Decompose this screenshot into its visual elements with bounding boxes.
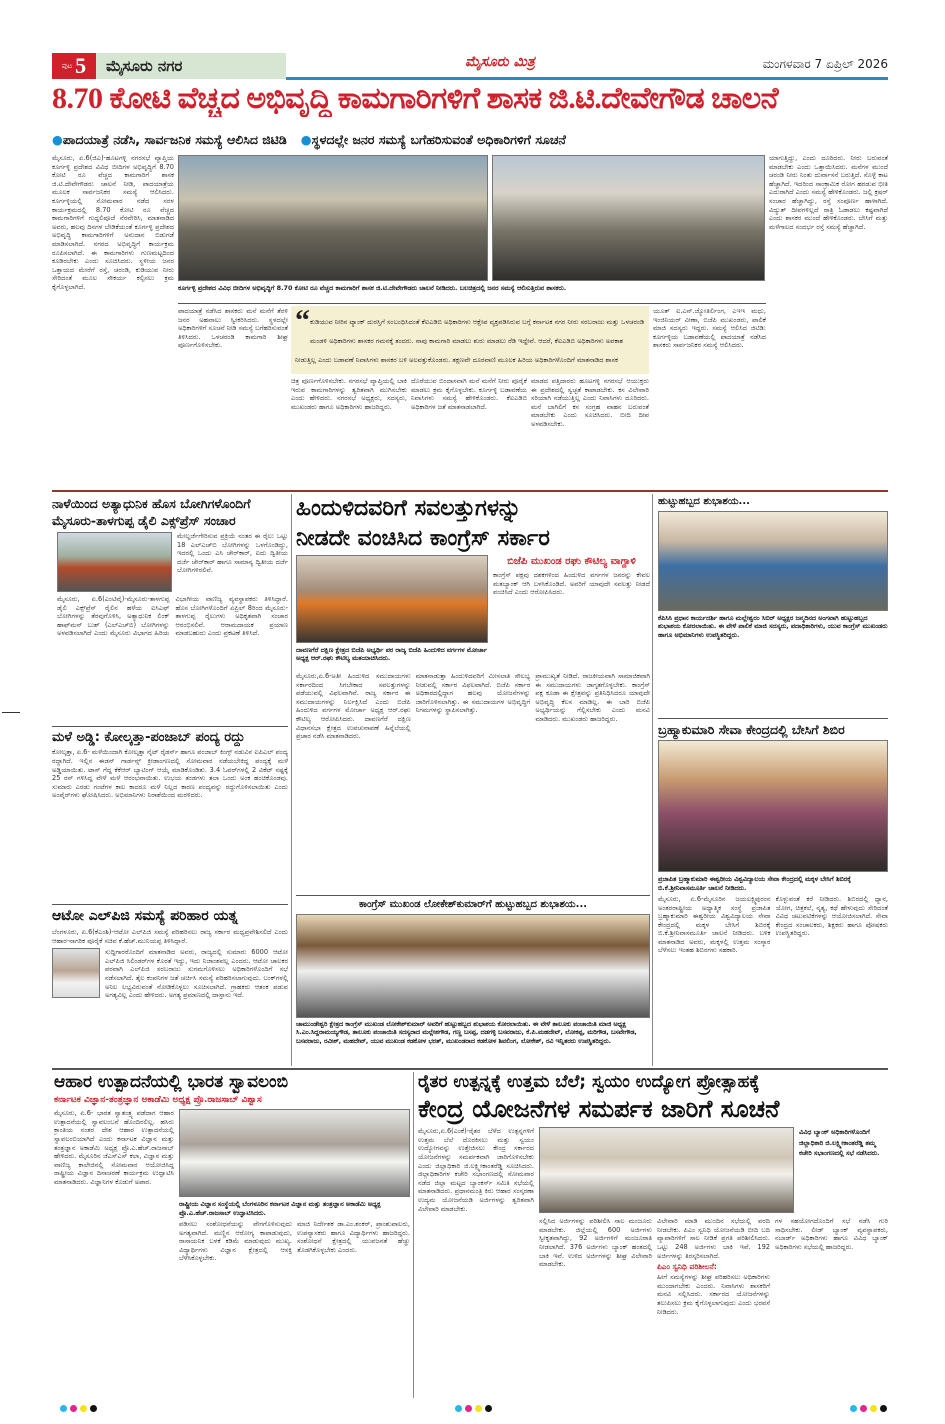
lpg-row: [52, 948, 288, 1066]
page-number-badge: [52, 53, 96, 79]
lead-photo-padayatra: [492, 155, 765, 281]
bjp-headline-line2: ನೀಡದೇ ವಂಚಿಸಿದ ಕಾಂಗ್ರೆಸ್ ಸರ್ಕಾರ: [296, 526, 550, 551]
farmers-headline-line1: ರೈತರ ಉತ್ಪನ್ನಕ್ಕೆ ಉತ್ತಮ ಬೆಲೆ; ಸ್ವಯಂ ಉದ್ಯೋಗ ಪ್ರೋತ್ಸಾಹಕ್ಕೆ: [418, 1072, 760, 1092]
lead-photo-foundation: [178, 155, 488, 281]
rail-photo-train: [57, 532, 172, 592]
food-headline: ಆಹಾರ ಉತ್ಪಾದನೆಯಲ್ಲಿ ಭಾರತ ಸ್ವಾವಲಂಬಿ: [54, 1072, 289, 1092]
lead-body-col3: ಚಿತ್ರ ಪೂರ್ಣಗೊಳಿಸಬೇಕು. ನಗರಸಭೆ ವ್ಯಾಪ್ತಿಯಲ್ಲಿ ಬಾಕಿ ಇರುವ ಕಾಮಗಾರಿಗಳನ್ನು ತ್ವರಿತವಾಗಿ ಮುಗಿಸಬೇಕು ಎಂದು ಹೇಳಿದರು. ನಗರಸಭೆ ಅಧ್ಯಕ್ಷರು, ಸದಸ್ಯರು, ಮುಖಂಡರು ಹಾಗೂ ಅಧಿಕಾರಿಗಳು ಹಾಜರಿದ್ದರು.: [291, 377, 407, 411]
section-divider: [52, 1068, 888, 1070]
lead-body-col5: ಮಾಡದ ಪತ್ತಿದಾರರು ಹೂಟಗಳ್ಳಿ ನಗರಸಭೆ ಆಯುಕ್ತರು ಈ ಪ್ರದೇಶದಲ್ಲಿ ಸ್ವಚ್ಛತೆ ಕಾಪಾಡಬೇಕು. ಕಸ ವಿಲೇವಾರಿ ಸರಿಯಾಗಿ ನಡೆಯುತ್ತಿಲ್ಲ ಎಂದು ನಿವಾಸಿಗಳು ದೂರಿದರು. ಮನೆ ಬಾಗಿಲಿಗೆ ಕಸ ಸಂಗ್ರಹ ವಾಹನ ಬರುವಂತೆ ಮಾಡಬೇಕು ಎಂದು ಸೂಚಿಸಿದರು. ಬೀದಿ ದೀಪ ಅಳವಡಿಸಬೇಕು.: [531, 377, 649, 428]
lead-body-col6: ಯೂತ್ ಐ.ಎನ್.ಜ್ಯೋತಿರ್ಲಿಂಗ, ಎಇಇ ಮಧು, ಇಂಜಿನಿಯರ್ ವೀಣಾ, ಬಿಜೆಪಿ ಮುಖಂಡರು, ಪಾಲಿಕೆ ಮಾಜಿ ಸದಸ್ಯರು ಇದ್ದರು. ಸಮಸ್ಯೆ ಆಲಿಸಿದ ಜಿಟಿಡಿ: ಕೂರ್ಗಳ್ಳಿಯ ಬಡಾವಣೆಯಲ್ಲಿ ಪಾದಯಾತ್ರೆ ನಡೆಸಿದ ಶಾಸಕರು ಸಾರ್ವಜನಿಕರ ಸಮಸ್ಯೆ ಆಲಿಸಿದರು.: [653, 307, 766, 350]
column-divider: [652, 494, 653, 1066]
bjp-body-1: ಮೈಸೂರು,ಏ.6-ಅತೀ ಹಿಂದುಳಿದ ಸಮುದಾಯಗಳು ಸರ್ಕಾರದಿಂದ ಸಿಗಬೇಕಾದ ಸವಲತ್ತುಗಳನ್ನು ಪಡೆಯುವಲ್ಲಿ ವಿಫಲವಾಗಿವೆ. ರಾಜ್ಯ ಸರ್ಕಾರ ಈ ಸಮುದಾಯಗಳನ್ನು ನಿರ್ಲಕ್ಷಿಸಿದೆ ಎಂದು ಬಿಜೆಪಿ ಹಿಂದುಳಿದ ವರ್ಗಗಳ ಮೋರ್ಚಾ ಅಧ್ಯಕ್ಷ ಆರ್.ರಘು ಕೌಟಿಲ್ಯ ಆರೋಪಿಸಿದರು. ದಾವಣಗೆರೆ ದಕ್ಷಿಣ ವಿಧಾನಸಭಾ ಕ್ಷೇತ್ರದ ಉಪಚುನಾವಣೆ ಹಿನ್ನೆಲೆಯಲ್ಲಿ ಪ್ರಚಾರ ನಡೆಸಿ ಮಾತನಾಡಿದರು.: [296, 672, 411, 741]
rain-headline: ಮಳೆ ಅಡ್ಡಿ: ಕೋಲ್ಕತ್ತಾ-ಪಂಜಾಬ್ ಪಂದ್ಯ ರದ್ದು: [52, 729, 245, 745]
bjp-photo-row: [296, 555, 650, 669]
rain-body: ಕೋಲ್ಕತ್ತಾ, ಏ.6- ಮಳೆಯಿಂದಾಗಿ ಕೋಲ್ಕತ್ತಾ ನೈಟ್ ರೈಡರ್ಸ್ ಹಾಗೂ ಪಂಜಾಬ್ ಕಿಂಗ್ಸ್ ನಡುವಿನ ಐಪಿಎಲ್ ಪಂದ್ಯ ರದ್ದಾಗಿದೆ. ಇಲ್ಲಿನ ಈಡನ್ ಗಾರ್ಡನ್ಸ್ ಕ್ರೀಡಾಂಗಣದಲ್ಲಿ ಸೋಮವಾರ ನಡೆಯಬೇಕಿದ್ದ ಪಂದ್ಯಕ್ಕೆ ಮಳೆ ಅಡ್ಡಿಯಾಯಿತು. ಟಾಸ್ ಗೆದ್ದ ಕೆಕೆಆರ್ ಬ್ಯಾಟಿಂಗ್ ಆಯ್ಕೆ ಮಾಡಿಕೊಂಡಿತು. 3.4 ಓವರ್‌ಗಳಲ್ಲಿ 2 ವಿಕೆಟ್ ನಷ್ಟಕ್ಕೆ 25 ರನ್ ಗಳಿಸಿದ್ದ ವೇಳೆ ಮಳೆ ಆರಂಭವಾಯಿತು. ಉಭಯ ತಂಡಗಳು ತಲಾ ಒಂದು ಅಂಕ ಹಂಚಿಕೊಂಡವು. ಸುಮಾರು ಎರಡು ಗಂಟೆಗಳ ಕಾಲ ಕಾದರೂ ಮಳೆ ನಿಲ್ಲದ ಕಾರಣ ಪಂದ್ಯವನ್ನು ರದ್ದುಗೊಳಿಸಲಾಯಿತು ಎಂದು ಅಂಪೈರ್‌ಗಳು ಘೋಷಿಸಿದರು. ಅಭಿಮಾನಿಗಳು ನಿರಾಶೆಯಿಂದ ಮರಳಿದರು.: [52, 748, 288, 800]
lead-photo-caption: ಕೂರ್ಗಳ್ಳಿ ಪ್ರದೇಶದ ವಿವಿಧ ಬೀದಿಗಳ ಅಭಿವೃದ್ಧಿಗೆ 8.70 ಕೋಟಿ ರೂ ವೆಚ್ಚದ ಕಾಮಗಾರಿಗೆ ಶಾಸಕ ಜಿ.ಟಿ.ದೇವೇಗೌಡರು ಚಾಲನೆ ನೀಡಿದರು. ಬಲಚಿತ್ರದಲ್ಲಿ ಜನರ ಸಮಸ್ಯೆ ಆಲಿಸುತ್ತಿರುವ ಶಾಸಕರು.: [178, 284, 567, 292]
rail-headline: ನಾಳೆಯಿಂದ ಅತ್ಯಾಧುನಿಕ ಹೊಸ ಬೋಗಿಗಳೊಂದಿಗೆ ಮೈಸೂರು-ತಾಳಗುಪ್ಪ ಡೈಲಿ ಎಕ್ಸ್‌ಪ್ರೆಸ್ ಸಂಚಾರ: [52, 496, 251, 528]
lead-subhead-2: ●ಸ್ಥಳದಲ್ಲೇ ಜನರ ಸಮಸ್ಯೆ ಬಗೆಹರಿಸುವಂತೆ ಅಧಿಕಾರಿಗಳಿಗೆ ಸೂಚನೆ: [300, 131, 566, 147]
lead-body-col-right: ಯಾಗುತ್ತಿದ್ದು, ಎಂದು ದೂರಿದರು. ನೀರು ಬರುವಂತೆ ಮಾಡಬೇಕು ಎಂದು ಒತ್ತಾಯಿಸಿದರು. ಮನೆಗಳ ಮುಂದೆ ಚರಂಡಿ ನೀರು ನಿಂತು ದುರ್ವಾಸನೆ ಬರುತ್ತಿದೆ. ಸೊಳ್ಳೆ ಕಾಟ ಹೆಚ್ಚಾಗಿದೆ. ಇದರಿಂದ ಸಾಂಕ್ರಾಮಿಕ ರೋಗ ಹರಡುವ ಭೀತಿ ಎದುರಾಗಿದೆ ಎಂದು ಸಮಸ್ಯೆ ಹೇಳಿಕೊಂಡರು. ಜಲ್ಲಿ ಕ್ರಷರ್ ಸಂಚಾರ ಹೆಚ್ಚಾಗಿದ್ದು, ರಸ್ತೆ ಸಂಪೂರ್ಣ ಹಾಳಾಗಿದೆ. ವಿದ್ಯುತ್ ದೀಪಗಳಿಲ್ಲದೆ ರಾತ್ರಿ ಓಡಾಡಲು ಕಷ್ಟವಾಗಿದೆ ಎಂದು ಶಾಸಕರ ಮುಂದೆ ಹೇಳಿಕೊಂಡರು. ಬೇಸಿಗೆ ಮತ್ತು ಮಳೆಗಾಲದ ಸಂದರ್ಭ ರಸ್ತೆ ಸಮಸ್ಯೆ ಹೆಚ್ಚಾಗಿದೆ.: [769, 154, 888, 231]
yellow-dot: [870, 1405, 877, 1412]
lead-subhead-1: ●ಪಾದಯಾತ್ರೆ ನಡೆಸಿ, ಸಾರ್ವಜನಿಕ ಸಮಸ್ಯೆ ಆಲಿಸಿದ ಜಿಟಿಡಿ: [52, 131, 287, 147]
column-divider: [291, 494, 292, 1066]
bjp-body-row: [296, 672, 650, 892]
food-text-row: [179, 1220, 410, 1398]
lpg-photo-minister: [52, 948, 100, 998]
farmers-body-4: ಗಳ ಸಹಯೋಗದೊಂದಿಗೆ ಸಭೆ ನಡೆಸಿ ಗುರಿ ಸಾಧಿಸಬೇಕು. ಲೀಡ್ ಬ್ಯಾಂಕ್ ವ್ಯವಸ್ಥಾಪಕರು, ನಬಾರ್ಡ್ ಅಧಿಕಾರಿಗಳು ಹಾಗೂ ವಿವಿಧ ಬ್ಯಾಂಕ್ ಅಧಿಕಾರಿಗಳು ಸಭೆಯಲ್ಲಿ ಹಾಜರಿದ್ದರು.: [775, 1217, 888, 1251]
brahma-body-2: ಕೊಳ್ಳುವಂತೆ ಕರೆ ನೀಡಿದರು. ಶಿಬಿರದಲ್ಲಿ ಧ್ಯಾನ, ಯೋಗ, ಚಿತ್ರಕಲೆ, ನೃತ್ಯ, ಕಥೆ ಹೇಳುವುದು ಸೇರಿದಂತೆ ವಿವಿಧ ಚಟುವಟಿಕೆಗಳನ್ನು ಆಯೋಜಿಸಲಾಗಿದೆ. ಸೇವಾ ಕೇಂದ್ರದ ಸಂಚಾಲಕರು, ಶಿಕ್ಷಕರು ಹಾಗೂ ಪೋಷಕರು ಉಪಸ್ಥಿತರಿದ್ದರು.: [775, 894, 888, 938]
food-photo: [179, 1109, 410, 1197]
section-divider: [52, 490, 888, 492]
cyan-dot: [455, 1405, 462, 1412]
bullet-icon: ●: [52, 131, 63, 147]
black-dot: [880, 1405, 887, 1412]
quote-mark-icon: “: [295, 306, 310, 337]
birthday-caption: ಕೆಪಿಸಿಸಿ ಪ್ರಧಾನ ಕಾರ್ಯದರ್ಶಿ ಹಾಗೂ ಮಲ್ಲೇಶ್ವರಂ ಸಿಬಿರ್ ಅಧ್ಯಕ್ಷರ ಜನ್ಮದಿನದ ಅಂಗವಾಗಿ ಹುಟ್ಟುಹಬ್ಬದ ಶುಭಾಶಯ ಕೋರಲಾಯಿತು. ಈ ವೇಳೆ ಪಾಲಿಕೆ ಮಾಜಿ ಸದಸ್ಯರು, ಪದಾಧಿಕಾರಿಗಳು, ಯುವ ಕಾಂಗ್ರೆಸ್ ಮುಖಂಡರು ಹಾಗೂ ಅಭಿಮಾನಿಗಳು ಉಪಸ್ಥಿತರಿದ್ದರು.: [658, 614, 888, 639]
farmers-photo-row: [539, 1127, 888, 1213]
food-caption: ರಾಷ್ಟ್ರೀಯ ವಿಜ್ಞಾನ ಸಂಸ್ಥೆಯಲ್ಲಿ ಬೆಂಗಳೂರಿನ ಕರ್ನಾಟಕ ವಿಜ್ಞಾನ ಮತ್ತು ತಂತ್ರಜ್ಞಾನ ಅಕಾಡೆಮಿ ಅಧ್ಯಕ್ಷ ಪ್ರೊ.ಎ.ಹೆಚ್.ರಾಜಸಾಬ್ ಉದ್ಘಾಟಿಸಿದರು.: [179, 1200, 381, 1217]
left-column: [52, 495, 288, 1066]
brahma-photo: [658, 740, 888, 872]
bullet-icon: ●: [300, 131, 312, 147]
header-rule: [286, 77, 888, 80]
brahma-headline: ಬ್ರಹ್ಮಾಕುಮಾರಿ ಸೇವಾ ಕೇಂದ್ರದಲ್ಲಿ ಬೇಸಿಗೆ ಶಿಬಿರ: [658, 722, 845, 738]
farmers-text-row: [539, 1217, 888, 1398]
brahma-body-1: ಮೈಸೂರು, ಏ.6-ಮೈಸೂರಿನ ಜಯಲಕ್ಷ್ಮಿಪುರಂನ ಅಂತರರಾಷ್ಟ್ರೀಯ ಅಧ್ಯಾತ್ಮಿಕ ಸಂಸ್ಥೆ ಪ್ರಜಾಪಿತ ಬ್ರಹ್ಮಾಕುಮಾರಿ ಈಶ್ವರೀಯ ವಿಶ್ವವಿದ್ಯಾಲಯ ಸೇವಾ ಕೇಂದ್ರದಲ್ಲಿ ಮಕ್ಕಳ ಬೇಸಿಗೆ ಶಿಬಿರಕ್ಕೆ ಬಿ.ಕೆ.ಶ್ರೀನಿವಾಸಮೂರ್ತಿ ಚಾಲನೆ ನೀಡಿದರು. ಬಳಿಕ ಮಾತನಾಡಿದ ಅವರು, ಮಕ್ಕಳಲ್ಲಿ ಉತ್ತಮ ಸಂಸ್ಕಾರ ಬೆಳೆಸಲು ಇಂತಹ ಶಿಬಿರಗಳು ಸಹಕಾರಿ.: [658, 894, 771, 955]
bjp-side-text: ಕಾಂಗ್ರೆಸ್ ಪಕ್ಷವು ದಶಕಗಳಿಂದ ಹಿಂದುಳಿದ ವರ್ಗಗಳ ಜನರನ್ನು ಕೇವಲ ಮತಬ್ಯಾಂಕ್ ಆಗಿ ಬಳಸಿಕೊಂಡಿದೆ. ಅವರಿಗೆ ಯಾವುದೇ ಸವಲತ್ತು ನೀಡದೆ ವಂಚಿಸಿದೆ ಎಂದು ಆರೋಪಿಸಿದರು.: [493, 571, 650, 597]
bjp-photo: [296, 555, 488, 643]
lpg-body: ಸುದ್ದಿಗಾರರೊಂದಿಗೆ ಮಾತನಾಡಿದ ಅವರು, ರಾಜ್ಯದಲ್ಲಿ ಸುಮಾರು 6000 ಆಟೋ ಎಲ್‌ಪಿಜಿ ಸಿಲಿಂಡರ್‌ಗಳ ಕೊರತೆ ಇದ್ದು, ಇದು ನಿಜಾಂಶವಲ್ಲ ಎಂದರು. ಆಟೋ ಚಾಲಕರ ಪರವಾಗಿ ಎಲ್‌ಪಿಜಿ ಸರಬರಾಜು ಸುಗಮಗೊಳಿಸಲು ಅಧಿಕಾರಿಗಳೊಂದಿಗೆ ಸಭೆ ನಡೆಸಲಾಗಿದೆ. ತೈಲ ಕಂಪನಿಗಳ ಜತೆ ಚರ್ಚಿಸಿ ಸಮಸ್ಯೆ ಪರಿಹರಿಸಲಾಗುವುದು. ಬಂಕ್‌ಗಳಲ್ಲಿ ಅನಿಲ ಲಭ್ಯವಿರುವಂತೆ ನೋಡಿಕೊಳ್ಳಲು ಸೂಚಿಸಲಾಗಿದೆ. ಗ್ರಾಹಕರು ಆತಂಕ ಪಡುವ ಅಗತ್ಯವಿಲ್ಲ ಎಂದು ಹೇಳಿದರು. ಅಗತ್ಯ ಪ್ರಮಾಣದಲ್ಲಿ ದಾಸ್ತಾನು ಇದೆ.: [105, 948, 288, 1000]
birthday-photo: [658, 511, 888, 611]
yellow-dot: [475, 1405, 482, 1412]
bjp-photo-caption: ದಾವಣಗೆರೆ ದಕ್ಷಿಣ ಕ್ಷೇತ್ರದ ಬಿಜೆಪಿ ಅಭ್ಯರ್ಥಿ ಪರ ರಾಜ್ಯ ಬಿಜೆಪಿ ಹಿಂದುಳಿದ ವರ್ಗಗಳ ಮೋರ್ಚಾ ಅಧ್ಯಕ್ಷ ಆರ್.ರಘು ಕೌಟಿಲ್ಯ ಮತಯಾಚಿಸಿದರು.: [296, 646, 488, 663]
section-name: [96, 53, 286, 79]
rail-body-2: ಮೈಸೂರು, ಏ.6(ಎಂಟಿವೈ)-ಮೈಸೂರು-ತಾಳಗುಪ್ಪ ಡೈಲಿ ಎಕ್ಸ್‌ಪ್ರೆಸ್ ರೈಲಿನ ಹಳೆಯ ಐಸಿಎಫ್ ಬೋಗಿಗಳನ್ನು ತೆರವುಗೊಳಿಸಿ, ಅತ್ಯಾಧುನಿಕ ಲಿಂಕ್ ಹಾಫ್‌ಮನ್ ಬುಶ್ (ಎಲ್‌ಎಚ್‌ಬಿ) ಬೋಗಿಗಳನ್ನು ಅಳವಡಿಸಲಾಗಿದೆ ಎಂದು ಮೈಸೂರು ವಿಭಾಗದ ಹಿರಿಯ ವಿಭಾಗೀಯ ವಾಣಿಜ್ಯ ವ್ಯವಸ್ಥಾಪಕರು ತಿಳಿಸಿದ್ದಾರೆ. ಹೊಸ ಬೋಗಿಗಳೊಂದಿಗೆ ಏಪ್ರಿಲ್ 8ರಿಂದ ಮೈಸೂರು-ತಾಳಗುಪ್ಪ ರೈಲುಗಳು ಅಧಿಕೃತವಾಗಿ ಸಂಚಾರ ಆರಂಭಿಸಲಿವೆ. ಆರಾಮದಾಯಕ ಪ್ರಯಾಣ ಮಾಡಬಹುದು ಎಂದು ಪ್ರಕಟಣೆ ತಿಳಿಸಿದೆ.: [57, 595, 288, 638]
lead-body-col1: ಮೈಸೂರು, ಏ.6(ಜಿಎ)-ಹೂಟಗಳ್ಳಿ ನಗರಸಭೆ ವ್ಯಾಪ್ತಿಯ ಕೂರ್ಗಳ್ಳಿ ಪ್ರದೇಶದ ವಿವಿಧ ಬೀದಿಗಳ ಅಭಿವೃದ್ಧಿಗೆ 8.70 ಕೋಟಿ ರೂ ವೆಚ್ಚದ ಕಾಮಗಾರಿಗೆ ಶಾಸಕ ಜಿ.ಟಿ.ದೇವೇಗೌಡರು ಚಾಲನೆ ನೀಡಿ, ಪಾದಯಾತ್ರೆಯ ಮೂಲಕ ಸಾರ್ವಜನಿಕರ ಸಮಸ್ಯೆ ಆಲಿಸಿದರು. ಕೂರ್ಗಳ್ಳಿಯಲ್ಲಿ ಸೋಮವಾರ ನಡೆದ ಸರಳ ಕಾರ್ಯಕ್ರಮದಲ್ಲಿ 8.70 ಕೋಟಿ ರೂ ವೆಚ್ಚದ ಕಾಮಗಾರಿಗಳಿಗೆ ಗುದ್ದಲಿಪೂಜೆ ನೆರವೇರಿಸಿ, ಮಾತನಾಡಿದ ಅವರು, ಹಲವು ದಿನಗಳ ಬೇಡಿಕೆಯಂತೆ ಕೂರ್ಗಳ್ಳಿ ಪ್ರದೇಶದ ಅಭಿವೃದ್ಧಿ ಕಾಮಗಾರಿಗಳಿಗೆ ಅನುದಾನ ಬಿಡುಗಡೆ ಮಾಡಿಸಲಾಗಿದೆ. ನಗರದ ಅಭಿವೃದ್ಧಿಗೆ ಕಾರ್ಯಕ್ರಮ ರೂಪಿಸಲಾಗಿದೆ. ಈ ಕಾಮಗಾರಿಗಳು ಗುಣಮಟ್ಟದಿಂದ ಕೂಡಿರಬೇಕು ಎಂದು ಸೂಚಿಸಿದರು. ಸ್ಥಳೀಯ ಜನರ ಒತ್ತಾಯದ ಮೇರೆಗೆ ರಸ್ತೆ, ಚರಂಡಿ, ಕುಡಿಯುವ ನೀರು ಸೇರಿದಂತೆ ಮೂಲ ಸೌಕರ್ಯ ಕಲ್ಪಿಸಲು ಕ್ರಮ ಕೈಗೊಳ್ಳಲಾಗಿದೆ.: [52, 154, 174, 291]
lokesh-caption: ಚಾಮುಂಡೇಶ್ವರಿ ಕ್ಷೇತ್ರದ ಕಾಂಗ್ರೆಸ್ ಮುಖಂಡ ಲೋಕೇಶ್‌ಕುಮಾರ್ ಅವರಿಗೆ ಹುಟ್ಟುಹಬ್ಬದ ಶುಭಾಶಯ ಕೋರಲಾಯಿತು. ಈ ವೇಳೆ ತಾಲೂಕು ಪಂಚಾಯಿತಿ ಮಾಜಿ ಅಧ್ಯಕ್ಷ ಸಿ.ಎಂ.ಸಿದ್ದರಾಮಯ್ಯಗೌಡ, ತಾಲೂಕು ಪಂಚಾಯಿತಿ ಸದಸ್ಯರಾದ ಮಲ್ಲೇಶಗೌಡ, ಗಣ್ಣ ಬಸಪ್ಪ, ದಡಗಳ್ಳಿ ಬಸವರಾಜು, ಕೆ.ಪಿ.ಮಹದೇವ್, ಲೋಕಪ್ಪ, ಮರಿಗೌಡ, ಬಸವೇಗೌಡ, ಬಸವರಾಜು, ರವೀಶ್, ಮಹದೇವ್, ಯುವ ಮುಖಂಡ ಕಡಕೋಳ ಭರತ್, ಮುಖಂಡರಾದ ಕಡಕೋಳ ಶಿವಲಿಂಗ, ಲೋಕೇಶ್, ರವಿ ಇನ್ನಿತರರು ಉಪಸ್ಥಿತರಿದ್ದರು.: [296, 1020, 637, 1045]
right-column: [658, 496, 888, 1066]
margin-mark: [2, 712, 20, 713]
rail-body-1: ಮೇಲ್ದರ್ಜೆಗೇರಿಸುವ ಪ್ರಕ್ರಿಯೆ ನಂತರ ಈ ರೈಲು ಒಟ್ಟು 18 ಎಲ್‌ಎಚ್‌ಬಿ ಬೋಗಿಗಳನ್ನು ಒಳಗೊಂಡಿದ್ದು, ಇದರಲ್ಲಿ ಒಂದು ಎಸಿ ಚೇರ್‌ಕಾರ್, ಐದು ದ್ವಿತೀಯ ದರ್ಜೆ ಚೇರ್‌ಕಾರ್ ಹಾಗೂ ಸಾಮಾನ್ಯ ದ್ವಿತೀಯ ದರ್ಜೆ ಬೋಗಿಗಳಿರಲಿವೆ.: [177, 532, 288, 575]
farmers-headline-line2: ಕೇಂದ್ರ ಯೋಜನೆಗಳ ಸಮರ್ಪಕ ಜಾರಿಗೆ ಸೂಚನೆ: [418, 1095, 780, 1124]
divider: [178, 303, 766, 304]
farmers-body-3-wrap: [657, 1217, 770, 1398]
section-label: ಮೈಸೂರು ನಗರ: [106, 57, 183, 75]
page-number: 5: [75, 53, 87, 78]
farmers-body-1: ಮೈಸೂರು,ಏ.6(ಎಂಕೆ)-ರೈತರ ಬೆಳೆದ ಉತ್ಪನ್ನಗಳಿಗೆ ಉತ್ತಮ ಬೆಲೆ ದೊರಕಿಸಲು ಮತ್ತು ಸ್ವಯಂ ಉದ್ಯೋಗವನ್ನು ಉತ್ತೇಜಿಸಲು ಕೇಂದ್ರ ಸರ್ಕಾರದ ಯೋಜನೆಗಳನ್ನು ಸಮರ್ಪಕವಾಗಿ ಜಾರಿಗೊಳಿಸಬೇಕು ಎಂದು ಜಿಲ್ಲಾಧಿಕಾರಿ ಜಿ.ಲಕ್ಷ್ಮೀಕಾಂತರೆಡ್ಡಿ ಸೂಚಿಸಿದರು. ಜಿಲ್ಲಾಧಿಕಾರಿಗಳ ಕಚೇರಿ ಸಭಾಂಗಣದಲ್ಲಿ ಸೋಮವಾರ ನಡೆದ ಜಿಲ್ಲಾ ಮಟ್ಟದ ಬ್ಯಾಂಕರ್ಸ್ ಸಮಿತಿ ಸಭೆಯಲ್ಲಿ ಮಾತನಾಡಿದರು. ಪ್ರಧಾನಮಂತ್ರಿ ಕಿರು ಆಹಾರ ಸಂಸ್ಕರಣಾ ಉದ್ಯಮ ಯೋಜನೆಯಡಿ ಅರ್ಜಿಗಳನ್ನು ತ್ವರಿತವಾಗಿ ವಿಲೇವಾರಿ ಮಾಡಬೇಕು.: [418, 1127, 534, 1213]
lead-body-col2: ಪಾದಯಾತ್ರೆ ನಡೆಸಿದ ಶಾಸಕರು ಮನೆ ಮನೆಗೆ ತೆರಳಿ ಜನರ ಅಹವಾಲು ಸ್ವೀಕರಿಸಿದರು. ಸ್ಥಳದಲ್ಲೇ ಅಧಿಕಾರಿಗಳಿಗೆ ಸೂಚನೆ ನೀಡಿ ಸಮಸ್ಯೆ ಬಗೆಹರಿಸುವಂತೆ ತಿಳಿಸಿದರು. ಒಳಚರಂಡಿ ಕಾಮಗಾರಿ ಶೀಘ್ರ ಪೂರ್ಣಗೊಳಿಸಬೇಕು.: [178, 307, 288, 350]
birthday-title: ಹುಟ್ಟುಹಬ್ಬದ ಶುಭಾಶಯ...: [658, 496, 750, 507]
bjp-headline-line1: ಹಿಂದುಳಿದವರಿಗೆ ಸವಲತ್ತುಗಳನ್ನು: [296, 496, 522, 521]
lead-body-col4: ದೊರೆಯುವ ಬಿಂದಾಸವಾಗಿ ಮನೆ ಮನೆಗೆ ನೀರು ಪೂರೈಕೆ ಮಾಡಲು ಕ್ರಮ ಕೈಗೊಳ್ಳಬೇಕು. ಕೂರ್ಗಳ್ಳಿ ಬಡಾವಣೆಯ ನಿವಾಸಿಗಳು ಸಮಸ್ಯೆ ಹೇಳಿಕೊಂಡರು. ಕೆಐಎಡಿಬಿ ಅಧಿಕಾರಿಗಳ ಜತೆ ಮಾತನಾಡಲಾಗಿದೆ.: [411, 377, 527, 411]
magenta-dot: [860, 1405, 867, 1412]
lokesh-title: ಕಾಂಗ್ರೆಸ್ ಮುಖಂಡ ಲೋಕೇಶ್‌ಕುಮಾರ್‌ಗೆ ಹುಟ್ಟುಹಬ್ಬದ ಶುಭಾಶಯ...: [358, 898, 588, 910]
food-body-row: [54, 1109, 410, 1398]
lpg-headline: ಆಟೋ ಎಲ್‌ಪಿಜಿ ಸಮಸ್ಯೆ ಪರಿಹಾರ ಯತ್ನ: [52, 908, 238, 925]
food-kicker: ಕರ್ನಾಟಕ ವಿಜ್ಞಾನ-ತಂತ್ರಜ್ಞಾನ ಅಕಾಡೆಮಿ ಅಧ್ಯಕ್ಷ ಪ್ರೊ.ರಾಜಸಾಬ್ ವಿಶ್ವಾಸ: [54, 1095, 262, 1106]
cyan-dot: [850, 1405, 857, 1412]
quote-box: “ ಕುಡಿಯುವ ನೀರಿನ ಟ್ಯಾಂಕ್ ದುರಸ್ತಿಗೆ ಸಂಬಂಧಿಸಿದಂತೆ ಕೆಐಎಡಿಬಿ ಅಧಿಕಾರಿಗಳು ಆಕ್ಷೇಪ ವ್ಯಕ್ತಪಡಿಸಿರುವ ಬಗ್ಗೆ ಕರ್ನಾಟಕ ನಗರ ನೀರು ಸರಬರಾಜು ಮತ್ತು ಒಳಚರಂಡಿ ಮಂಡಳಿ ಅಧಿಕಾರಿಗಳು ಶಾಸಕರ ಗಮನಕ್ಕೆ ತಂದರು. ನಾವು ಕಾಮಗಾರಿ ಮಾಡಲು ಶುರು ಮಾಡಲು ರೆಡಿ ಇದ್ದೇವೆ. ಆದರೆ, ಕೆಐಎಡಿಬಿ ಅಧಿಕಾರಿಗಳು ಅವಕಾಶ ನೀಡುತ್ತಿಲ್ಲ ಎಂದು ಬಡಾವಣೆ ನಿವಾಸಿಗಳು ಶಾಸಕರ ಬಳಿ ಅಲವತ್ತುಕೊಂಡರು. ತಕ್ಷಣವೇ ದೂರವಾಣಿ ಮೂಲಕ ಹಿರಿಯ ಅಧಿಕಾರಿಗಳೊಂದಿಗೆ ಮಾತನಾಡಿದ ಶಾಸಕ: [291, 306, 649, 374]
bjp-body-2: ಮಾತನಾಡುತ್ತಾ ಹಿಂದುಳಿದವರಿಗೆ ಮೀಸಲಾತಿ ಸೌಲಭ್ಯ ನೀಡುವಲ್ಲಿ ಸರ್ಕಾರ ವಿಫಲವಾಗಿದೆ. ಬಿಜೆಪಿ ಸರ್ಕಾರ ಅಧಿಕಾರದಲ್ಲಿದ್ದಾಗ ಹಲವು ಯೋಜನೆಗಳನ್ನು ಜಾರಿಗೊಳಿಸಲಾಗಿತ್ತು. ಈ ಸಮುದಾಯಗಳ ಅಭಿವೃದ್ಧಿಗೆ ನಿಗಮಗಳನ್ನು ಸ್ಥಾಪಿಸಲಾಗಿತ್ತು.: [415, 672, 531, 715]
column-divider: [413, 1072, 414, 1398]
farmers-body-row: [418, 1127, 888, 1398]
food-body-2: ಪಡಿಸಲು ಸಂಶೋಧನೆಯನ್ನು ವೇಗಗೊಳಿಸುವುದು ಅಗತ್ಯವಾಗಿದೆ. ಮಣ್ಣಿನ ಆರೋಗ್ಯ ಕಾಪಾಡುವುದು, ರಾಸಾಯನಿಕ ಬಳಕೆ ಕಡಿಮೆ ಮಾಡುವುದು ಮುಖ್ಯ. ವಿದ್ಯಾರ್ಥಿಗಳು ವಿಜ್ಞಾನ ಕ್ಷೇತ್ರದಲ್ಲಿ ಆಸಕ್ತಿ ಬೆಳೆಸಿಕೊಳ್ಳಬೇಕು.: [179, 1220, 292, 1263]
date: ಮಂಗಳವಾರ 7 ಏಪ್ರಿಲ್ 2026: [762, 57, 888, 71]
lokesh-photo: [296, 914, 650, 1018]
black-dot: [90, 1405, 97, 1412]
black-dot: [485, 1405, 492, 1412]
farmers-caption: ವಿವಿಧ ಬ್ಯಾಂಕ್ ಅಧಿಕಾರಿಗಳೊಂದಿಗೆ ಜಿಲ್ಲಾಧಿಕಾರಿ ಜಿ.ಲಕ್ಷ್ಮೀಕಾಂತರೆಡ್ಡಿ ತಮ್ಮ ಕಚೇರಿ ಸಭಾಂಗಣದಲ್ಲಿ ಸಭೆ ನಡೆಸಿದರು.: [799, 1128, 880, 1158]
food-story: [54, 1072, 410, 1398]
brahma-body-row: [658, 895, 888, 1066]
lead-headline: 8.70 ಕೋಟಿ ವೆಚ್ಚದ ಅಭಿವೃದ್ಧಿ ಕಾಮಗಾರಿಗಳಿಗೆ ಶಾಸಕ ಜಿ.ಟಿ.ದೇವೇಗೌಡ ಚಾಲನೆ: [52, 82, 779, 115]
magenta-dot: [465, 1405, 472, 1412]
page-label: ಪುಟ: [61, 61, 73, 70]
farmers-body-2: ಸಲ್ಲಿಸಿದ ಅರ್ಜಿಗಳನ್ನು ಪರಿಶೀಲಿಸಿ ಸಾಲ ಮಂಜೂರು ಮಾಡಬೇಕು. ಜಿಲ್ಲೆಯಲ್ಲಿ 600 ಅರ್ಜಿಗಳು ಸ್ವೀಕೃತವಾಗಿದ್ದು, 92 ಅರ್ಜಿಗಳಿಗೆ ಮಂಜೂರಾತಿ ನೀಡಲಾಗಿದೆ. 376 ಅರ್ಜಿಗಳು ಬ್ಯಾಂಕ್ ಹಂತದಲ್ಲಿ ಬಾಕಿ ಇವೆ. ಉಳಿದ ಅರ್ಜಿಗಳನ್ನು ಶೀಘ್ರ ವಿಲೇವಾರಿ ಮಾಡಬೇಕು.: [539, 1217, 652, 1269]
food-right-block: [179, 1109, 410, 1398]
magenta-dot: [70, 1405, 77, 1412]
farmers-right-block: [539, 1127, 888, 1398]
farmers-body-3b: ಹೀಗೆ ಸಮಸ್ಯೆಗಳನ್ನು ಶೀಘ್ರ ಪರಿಹರಿಸಲು ಅಧಿಕಾರಿಗಳು ಮುಂದಾಗಬೇಕು ಎಂದರು. ನಿವಾಸಿಗಳು ಶಾಸಕರಿಗೆ ಮನವಿ ಸಲ್ಲಿಸಿದರು. ಸರ್ಕಾರದ ಯೋಜನೆಗಳನ್ನು ತಲುಪಿಸಲು ಕ್ರಮ ಕೈಗೊಳ್ಳಲಾಗುವುದು ಎಂದು ಭರವಸೆ ನೀಡಿದರು.: [657, 1273, 770, 1316]
lpg-lead: ಬೆಂಗಳೂರು, ಏ.6(ಕೆಎಂಶಿ)-ಆಟೋ ಎಲ್‌ಪಿಜಿ ಸಮಸ್ಯೆ ಪರಿಹರಿಸಲು ರಾಜ್ಯ ಸರ್ಕಾರ ಮಧ್ಯಪ್ರವೇಶಿಸಲಿದೆ ಎಂದು ಆಹಾರ-ನಾಗರಿಕ ಪೂರೈಕೆ ಸಚಿವ ಕೆ.ಹೆಚ್.ಮುನಿಯಪ್ಪ ತಿಳಿಸಿದ್ದಾರೆ.: [52, 928, 288, 945]
bjp-photo-block: [296, 555, 488, 669]
middle-column: [296, 495, 650, 1066]
masthead-logo: ಮೈಸೂರು ಮಿತ್ರ: [465, 54, 535, 70]
rail-top-row: [52, 532, 288, 592]
bjp-body-3: ಪ್ರಾಮುಖ್ಯತೆ ನೀಡಿದೆ. ರಾಜಕೀಯವಾಗಿ ಸಾಮಾಜಿಕವಾಗಿ ಈ ಸಮುದಾಯಗಳು ಜಾಗೃತಗೊಳ್ಳಬೇಕು. ಕಾಂಗ್ರೆಸ್ ಪಕ್ಷ ಕೂಡಾ ಈ ಕ್ಷೇತ್ರವನ್ನು ಪ್ರತಿನಿಧಿಸಿದರೂ ಯಾವುದೇ ಅಭಿವೃದ್ಧಿ ಕೆಲಸ ಮಾಡಿಲ್ಲ. ಈ ಬಾರಿ ಬಿಜೆಪಿ ಅಭ್ಯರ್ಥಿಯನ್ನು ಗೆಲ್ಲಿಸಬೇಕು ಎಂದು ಮನವಿ ಮಾಡಿದರು. ಮುಖಂಡರು ಹಾಜರಿದ್ದರು.: [535, 672, 650, 723]
food-body-1: ಮೈಸೂರು, ಏ.6- ಭಾರತ ಸ್ವಾತಂತ್ರ್ಯ ಪಡೆದಾಗ ಆಹಾರ ಉತ್ಪಾದನೆಯಲ್ಲಿ ಸ್ವಾವಲಂಬನೆ ಹೊಂದಿರಲಿಲ್ಲ. ಹಸಿರು ಕ್ರಾಂತಿಯ ನಂತರ ದೇಶ ಆಹಾರ ಉತ್ಪಾದನೆಯಲ್ಲಿ ಸ್ವಾವಲಂಬಿಯಾಗಿದೆ ಎಂದು ಕರ್ನಾಟಕ ವಿಜ್ಞಾನ ಮತ್ತು ತಂತ್ರಜ್ಞಾನ ಅಕಾಡೆಮಿ ಅಧ್ಯಕ್ಷ ಪ್ರೊ.ಎ.ಹೆಚ್.ರಾಜಸಾಬ್ ಹೇಳಿದರು. ಮೈಸೂರಿನ ಜೆಎಸ್‌ಎಸ್ ಕಲಾ, ವಿಜ್ಞಾನ ಮತ್ತು ವಾಣಿಜ್ಯ ಕಾಲೇಜಿನಲ್ಲಿ ಸೋಮವಾರ ಆಯೋಜಿಸಿದ್ದ ರಾಷ್ಟ್ರೀಯ ವಿಜ್ಞಾನ ದಿನಾಚರಣೆ ಕಾರ್ಯಕ್ರಮ ಉದ್ಘಾಟಿಸಿ ಮಾತನಾಡಿದರು. ವಿಜ್ಞಾನಿಗಳ ಕೊಡುಗೆ ಅಪಾರ.: [54, 1109, 174, 1186]
yellow-dot: [80, 1405, 87, 1412]
divider: [296, 895, 650, 896]
farmers-body-3: ವಿಲೇವಾರಿ ಮಾಡಿ ಮುಂದಿನ ಸಭೆಯಲ್ಲಿ ವರದಿ ನೀಡಬೇಕು. ಪಿಎಂ ಸ್ವನಿಧಿ ಯೋಜನೆಯಡಿ ಬೀದಿ ಬದಿ ವ್ಯಾಪಾರಿಗಳಿಗೆ ಸಾಲ ನೀಡಿಕೆ ಪ್ರಗತಿ ಪರಿಶೀಲಿಸಿದರು. ಒಟ್ಟು 248 ಅರ್ಜಿಗಳು ಬಾಕಿ ಇವೆ. 192 ಅರ್ಜಿಗಳನ್ನು ತಿರಸ್ಕರಿಸಲಾಗಿದೆ.: [657, 1217, 770, 1260]
farmers-photo-meeting: [539, 1127, 794, 1213]
bjp-side-block: [493, 555, 650, 669]
farmers-subhead: ಪಿಎಂ ಸ್ವನಿಧಿ ಪರಿಶೀಲನೆ:: [657, 1262, 717, 1272]
lead-subheads: [52, 126, 888, 152]
brahma-caption: ಪ್ರಜಾಪಿತ ಬ್ರಹ್ಮಾಕುಮಾರಿ ಈಶ್ವರೀಯ ವಿಶ್ವವಿದ್ಯಾಲಯ ಸೇವಾ ಕೇಂದ್ರದಲ್ಲಿ ಮಕ್ಕಳ ಬೇಸಿಗೆ ಶಿಬಿರಕ್ಕೆ ಬಿ.ಕೆ.ಶ್ರೀನಿವಾಸಮೂರ್ತಿ ಚಾಲನೆ ನೀಡಿದರು.: [658, 875, 851, 892]
food-body-3: ಮಾಜಿ ನಿರ್ದೇಶಕ ಡಾ.ಎಂ.ಶಂಕರ್, ಪ್ರಾಂಶುಪಾಲರು, ಉಪನ್ಯಾಸಕರು ಹಾಗೂ ವಿದ್ಯಾರ್ಥಿಗಳು ಹಾಜರಿದ್ದರು. ಸಂಶೋಧನೆ ಕ್ಷೇತ್ರದಲ್ಲಿ ಯುವಜನತೆ ಹೆಚ್ಚು ತೊಡಗಿಕೊಳ್ಳಬೇಕು ಎಂದರು.: [297, 1220, 410, 1254]
divider: [52, 904, 288, 905]
cyan-dot: [60, 1405, 67, 1412]
divider: [658, 718, 888, 719]
bjp-kicker: ಬಿಜೆಪಿ ಮುಖಂಡ ರಘು ಕೌಟಿಲ್ಯ ವಾಗ್ದಾಳಿ: [507, 556, 636, 567]
divider: [52, 726, 288, 727]
farmers-story: [418, 1072, 888, 1398]
